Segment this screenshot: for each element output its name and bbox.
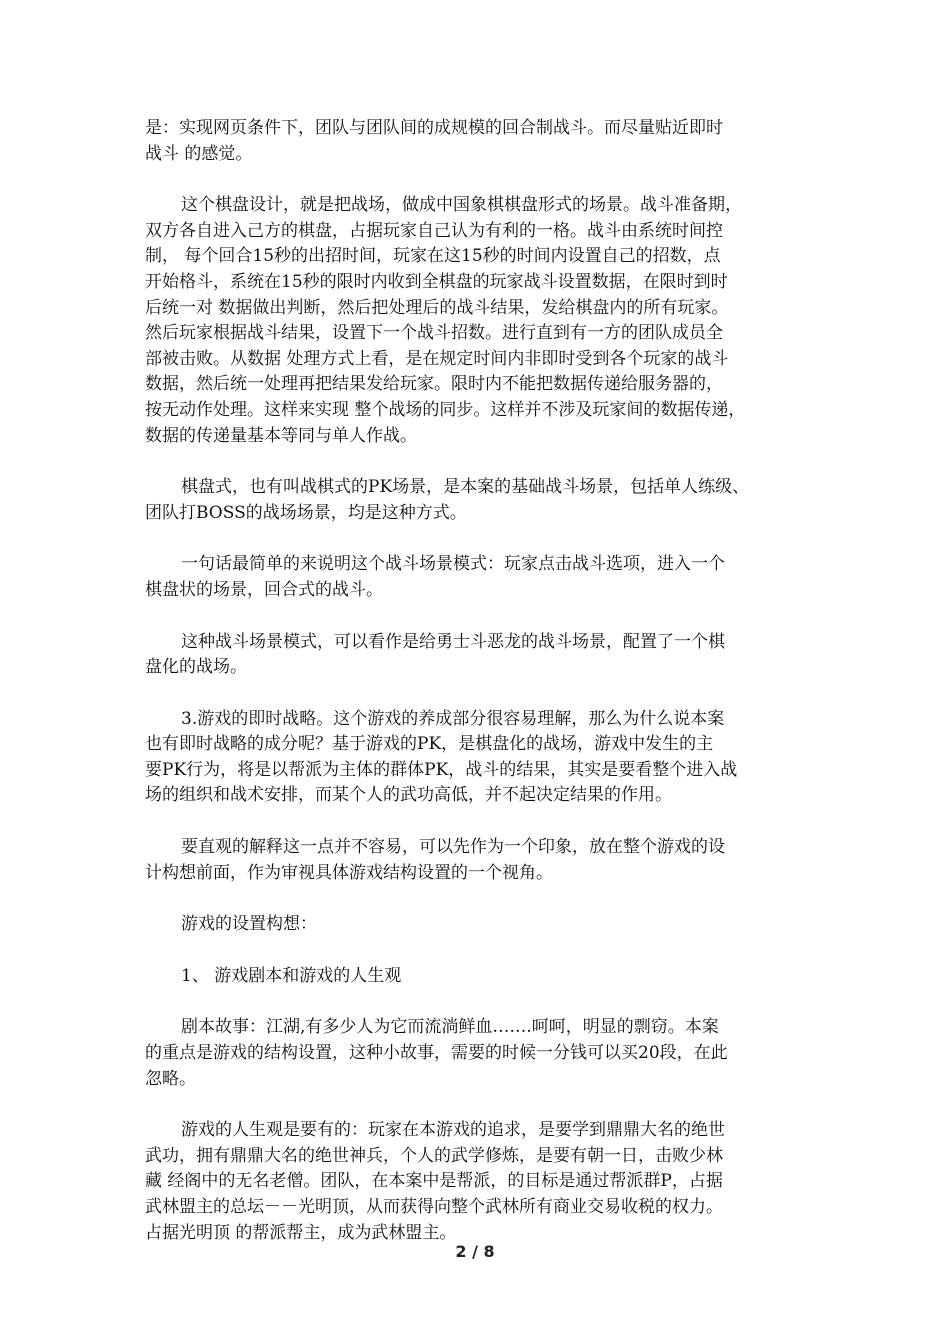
text-line: 要直观的解释这一点并不容易，可以先作为一个印象，放在整个游戏的设	[181, 837, 725, 858]
text-line: 剧本故事：江湖,有多少人为它而流淌鲜血…….呵呵，明显的剽窃。本案	[181, 1017, 719, 1038]
paragraph	[145, 552, 817, 603]
text-line: 1、 游戏剧本和游戏的人生观	[181, 965, 402, 986]
text-line: 的重点是游戏的结构设置，这种小故事，需要的时候一分钱可以买20段，在此	[145, 1043, 728, 1064]
text-line: 这个棋盘设计，就是把战场，做成中国象棋棋盘形式的场景。战斗准备期，	[181, 195, 742, 216]
text-line: 棋盘式，也有叫战棋式的PK场景，是本案的基础战斗场景，包括单人练级、	[181, 477, 750, 498]
paragraph	[145, 964, 817, 990]
text-line: 是：实现网页条件下，团队与团队间的成规模的回合制战斗。而尽量贴近即时	[145, 118, 723, 138]
text-line: 武功，拥有鼎鼎大名的绝世神兵，个人的武学修炼，是要有朝一日，击败少林	[145, 1145, 723, 1166]
text-line: 场的组织和战术安排，而某个人的武功高低，并不起决定结果的作用。	[145, 785, 672, 806]
document-body	[145, 116, 817, 1272]
text-line: 藏 经阁中的无名老僧。团队，在本案中是帮派，的目标是通过帮派群P，占据	[145, 1171, 723, 1192]
text-line: 按无动作处理。这样来实现 整个战场的同步。这样并不涉及玩家间的数据传递，	[145, 399, 746, 420]
text-line: 忽略。	[145, 1068, 196, 1089]
text-line: 游戏的人生观是要有的：玩家在本游戏的追求，是要学到鼎鼎大名的绝世	[181, 1120, 725, 1141]
text-line: 也有即时战略的成分呢？基于游戏的PK，是棋盘化的战场，游戏中发生的主	[145, 734, 714, 755]
paragraph	[145, 1118, 817, 1246]
paragraph	[145, 707, 817, 809]
paragraph	[145, 475, 817, 526]
text-line: 战斗 的感觉。	[145, 143, 253, 164]
paragraph	[145, 193, 817, 449]
text-line: 棋盘状的场景，回合式的战斗。	[145, 579, 383, 600]
text-line: 盘化的战场。	[145, 657, 247, 678]
text-line: 团队打BOSS的战场场景，均是这种方式。	[145, 502, 467, 523]
page-number: 2 / 8	[455, 1242, 495, 1261]
text-line: 武林盟主的总坛－－光明顶，从而获得向整个武林所有商业交易收税的权力。	[145, 1197, 723, 1217]
paragraph	[145, 116, 817, 167]
paragraph	[145, 912, 817, 938]
paragraph	[145, 630, 817, 681]
text-line: 计构想前面，作为审视具体游戏结构设置的一个视角。	[145, 862, 553, 883]
text-line: 然后玩家根据战斗结果，设置下一个战斗招数。进行直到有一方的团队成员全	[145, 323, 723, 344]
text-line: 数据，然后统一处理再把结果发给玩家。限时内不能把数据传递给服务器的，	[145, 374, 723, 395]
text-line: 部被击败。从数据 处理方式上看，是在规定时间内非即时受到各个玩家的战斗	[145, 348, 729, 369]
text-line: 要PK行为，将是以帮派为主体的群体PK，战斗的结果，其实是要看整个进入战	[145, 759, 738, 780]
text-line: 一句话最简单的来说明这个战斗场景模式：玩家点击战斗选项，进入一个	[181, 554, 725, 575]
paragraph	[145, 1015, 817, 1092]
text-line: 数据的传递量基本等同与单人作战。	[145, 425, 417, 446]
text-line: 双方各自进入己方的棋盘，占据玩家自己认为有利的一格。战斗由系统时间控	[145, 220, 723, 241]
paragraph	[145, 835, 817, 886]
text-line: 开始格斗，系统在15秒的限时内收到全棋盘的玩家战斗设置数据，在限时到时	[145, 271, 728, 292]
text-line: 占据光明顶 的帮派帮主，成为武林盟主。	[145, 1222, 457, 1243]
text-line: 游戏的设置构想：	[181, 914, 317, 935]
text-line: 3.游戏的即时战略。这个游戏的养成部分很容易理解，那么为什么说本案	[181, 708, 725, 729]
text-line: 这种战斗场景模式，可以看作是给勇士斗恶龙的战斗场景，配置了一个棋	[181, 631, 725, 652]
text-line: 制， 每个回合15秒的出招时间，玩家在这15秒的时间内设置自己的招数，点	[145, 246, 721, 267]
text-line: 后统一对 数据做出判断，然后把处理后的战斗结果，发给棋盘内的所有玩家。	[145, 297, 729, 318]
